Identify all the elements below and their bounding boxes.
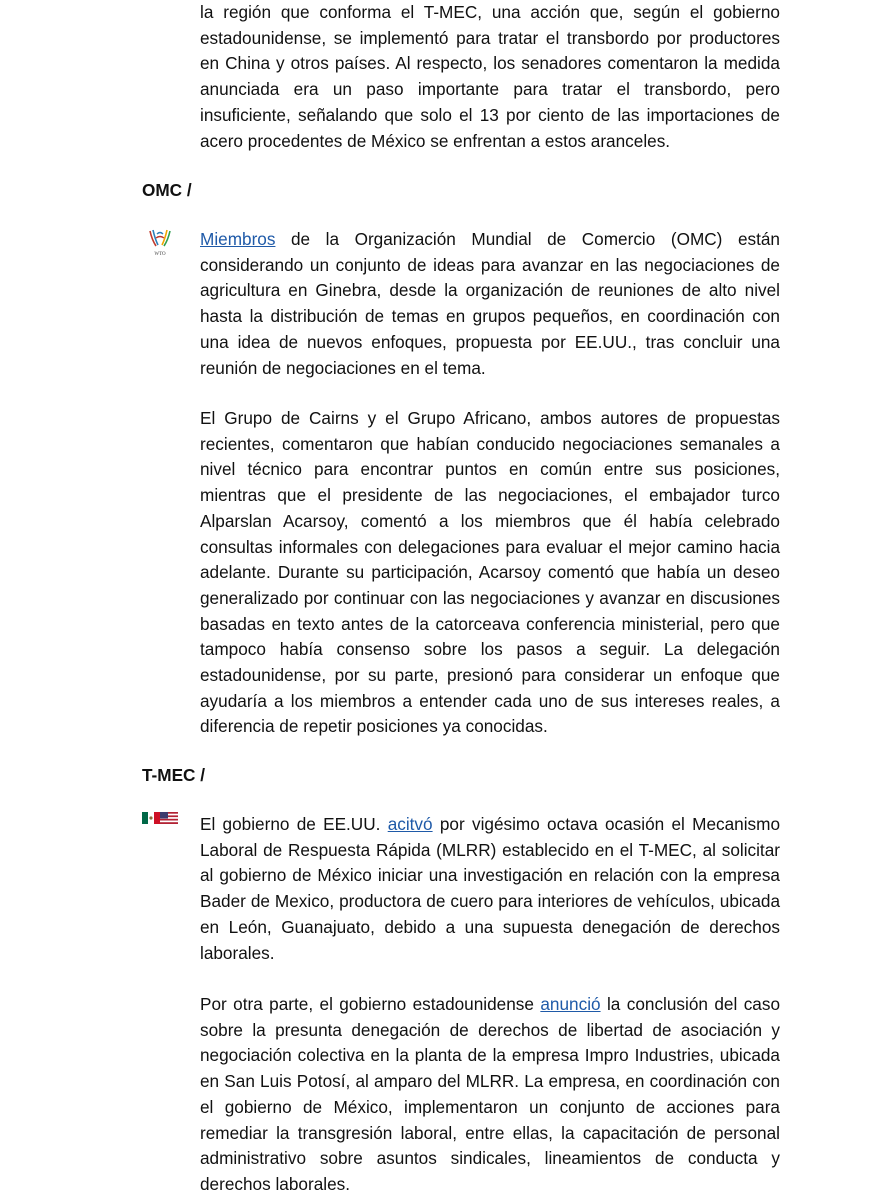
tmec-paragraph-2-end: la conclusión del caso sobre la presunta denegación de derechos de libertad de asociación y negociación colectiva en la planta de la empresa Impro Industries, ubicada en San Luis Potosí, al amparo del MLRR. La empresa, en coordinación con el gobierno de México, implementaron un conjunto de acciones para remediar la transgresión laboral, entre ellas, la capacitación de personal administrativo sobre asuntos sindicales, lineamientos de conducta y derechos laborales. xyxy=(200,994,781,1194)
tmec-paragraph-2-start: Por otra parte, el gobierno estadounidense xyxy=(200,994,541,1014)
section-heading-omc: OMC / xyxy=(142,180,192,200)
svg-text:WTO: WTO xyxy=(154,252,166,257)
link-anuncio[interactable]: anunció xyxy=(540,994,601,1014)
omc-paragraph-1 xyxy=(200,227,780,381)
omc-paragraph-2: El Grupo de Cairns y el Grupo Africano, ambos autores de propuestas recientes, comentaron que habían conducido negociaciones semanales a nivel técnico para encontrar puntos en común entre sus posiciones, mientras que el presidente de las negociaciones, el embajador turco Alparslan Acarsoy, comentó a los miembros que él había celebrado consultas informales con delegaciones para evaluar el mejor camino hacia adelante. Durante su participación, Acarsoy comentó que había un deseo generalizado por continuar con las negociaciones y avanzar en discusiones basadas en texto antes de la catorceava conferencia ministerial, pero que tampoco había consenso sobre los pasos a seguir. La delegación estadounidense, por su parte, presionó para considerar un enfoque que ayudaría a los miembros a entender cada uno de sus intereses reales, a diferencia de repetir posiciones ya conocidas. xyxy=(200,408,780,737)
tmec-paragraph-1-start: El gobierno de EE.UU. xyxy=(200,814,388,834)
flags-icon xyxy=(142,811,178,825)
omc-paragraph-1-text: de la Organización Mundial de Comercio (OMC) están considerando un conjunto de ideas para avanzar en las negociaciones de agricultura en Ginebra, desde la organización de reuniones de alto nivel hasta la distribución de temas en grupos pequeños, en coordinación con una idea de nuevos enfoques, propuesta por EE.UU., tras concluir una reunión de negociaciones en el tema. xyxy=(200,229,780,378)
intro-paragraph: la región que conforma el T-MEC, una acción que, según el gobierno estadounidense, se implementó para tratar el transbordo por productores en China y otros países. Al respecto, los senadores comentaron la medida anunciada era un paso importante para tratar el transbordo, pero insuficiente, señalando que solo el 13 por ciento de las importaciones de acero procedentes de México se enfrentan a estos aranceles. xyxy=(200,2,780,151)
tmec-paragraph-2 xyxy=(200,992,780,1198)
tmec-paragraph-1-end: por vigésimo octava ocasión el Mecanismo Laboral de Respuesta Rápida (MLRR) establecido en el T-MEC, al solicitar al gobierno de México iniciar una investigación en relación con la empresa Bader de Mexico, productora de cuero para interiores de vehículos, ubicada en León, Guanajuato, debido a una supuesta denegación de derechos laborales. xyxy=(200,814,781,963)
wto-logo-icon xyxy=(146,228,174,258)
section-heading-tmec: T-MEC / xyxy=(142,765,206,785)
link-activo[interactable]: acitvó xyxy=(387,814,433,834)
link-miembros[interactable]: Miembros xyxy=(200,229,276,249)
tmec-paragraph-1 xyxy=(200,812,780,966)
